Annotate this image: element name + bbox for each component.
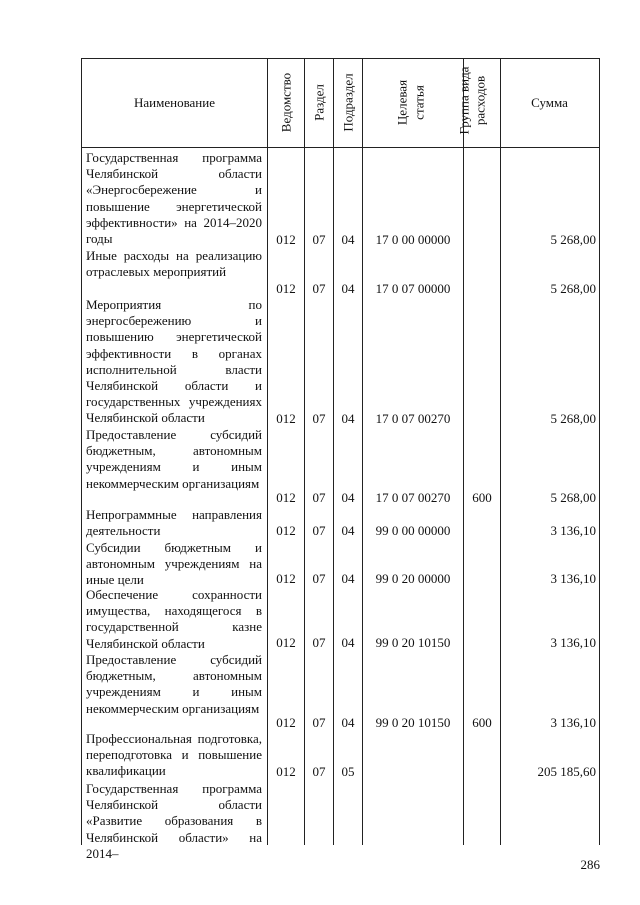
header-section: Раздел [311,84,327,121]
row-name: Государственная программа Челябинской области «Развитие образования в Челябинской области» на 2014– [86,781,262,861]
row-name: Мероприятия по энергосбережению и повышению энергетической эффективности в органах исполнительной власти Челябинской области и государственных учреждениях Челябинской области [86,297,262,426]
row-department: 012 [276,571,296,586]
row-name: Иные расходы на реализацию отраслевых мероприятий [86,248,262,280]
row-department: 012 [276,232,296,247]
row-section: 07 [312,764,326,779]
row-section: 07 [312,571,326,586]
header-divider [81,147,599,148]
row-department: 012 [276,635,296,650]
row-subsection: 05 [341,764,355,779]
row-section: 07 [312,232,326,247]
row-name: Предоставление субсидий бюджетным, автономным учреждениям и иным некоммерческим организациям [86,427,262,491]
row-subsection: 04 [341,523,355,538]
row-section: 07 [312,411,326,426]
row-target-item: 99 0 20 00000 [375,571,451,586]
row-target-item: 17 0 07 00270 [375,490,451,505]
row-department: 012 [276,764,296,779]
row-section: 07 [312,490,326,505]
row-name: Предоставление субсидий бюджетным, автономным учреждениям и иным некоммерческим организациям [86,652,262,716]
row-target-item: 17 0 07 00270 [375,411,451,426]
row-department: 012 [276,411,296,426]
row-amount: 5 268,00 [550,281,596,296]
header-expense-group-line2: расходов [472,75,488,126]
row-name: Государственная программа Челябинской области «Энергосбережение и повышение энергетической эффективности» на 2014–2020 годы [86,150,262,247]
table-border-top [81,58,599,59]
row-subsection: 04 [341,571,355,586]
row-name: Обеспечение сохранности имущества, находящегося в государственной казне Челябинской области [86,587,262,651]
table-border-right [599,58,600,845]
header-target-item-line2: статья [411,85,427,120]
row-amount: 3 136,10 [550,571,596,586]
row-subsection: 04 [341,715,355,730]
row-name: Непрограммные направления деятельности [86,507,262,539]
row-expense-group: 600 [472,715,492,730]
row-amount: 3 136,10 [550,635,596,650]
row-target-item: 99 0 20 10150 [375,715,451,730]
row-name: Субсидии бюджетным и автономным учреждениям на иные цели [86,540,262,588]
row-section: 07 [312,715,326,730]
row-section: 07 [312,635,326,650]
row-amount: 205 185,60 [537,764,596,779]
header-target-item-line1: Целевая [394,79,410,126]
row-name: Профессиональная подготовка, переподготовка и повышение квалификации [86,731,262,779]
row-section: 07 [312,281,326,296]
row-amount: 3 136,10 [550,715,596,730]
table-border-left [81,58,82,845]
row-target-item: 17 0 07 00000 [375,281,451,296]
row-subsection: 04 [341,490,355,505]
page-number: 286 [580,857,600,872]
header-subsection: Подраздел [340,73,356,132]
header-amount: Сумма [531,95,568,110]
row-amount: 5 268,00 [550,232,596,247]
row-subsection: 04 [341,635,355,650]
row-amount: 5 268,00 [550,490,596,505]
row-section: 07 [312,523,326,538]
row-department: 012 [276,523,296,538]
row-subsection: 04 [341,411,355,426]
header-department: Ведомство [278,72,294,133]
row-amount: 5 268,00 [550,411,596,426]
row-subsection: 04 [341,281,355,296]
header-expense-group-line1: Группа вида [456,66,472,135]
row-department: 012 [276,281,296,296]
row-department: 012 [276,490,296,505]
row-department: 012 [276,715,296,730]
header-name: Наименование [134,95,215,110]
row-expense-group: 600 [472,490,492,505]
row-target-item: 99 0 00 00000 [375,523,451,538]
row-target-item: 17 0 00 00000 [375,232,451,247]
row-amount: 3 136,10 [550,523,596,538]
row-subsection: 04 [341,232,355,247]
row-target-item: 99 0 20 10150 [375,635,451,650]
